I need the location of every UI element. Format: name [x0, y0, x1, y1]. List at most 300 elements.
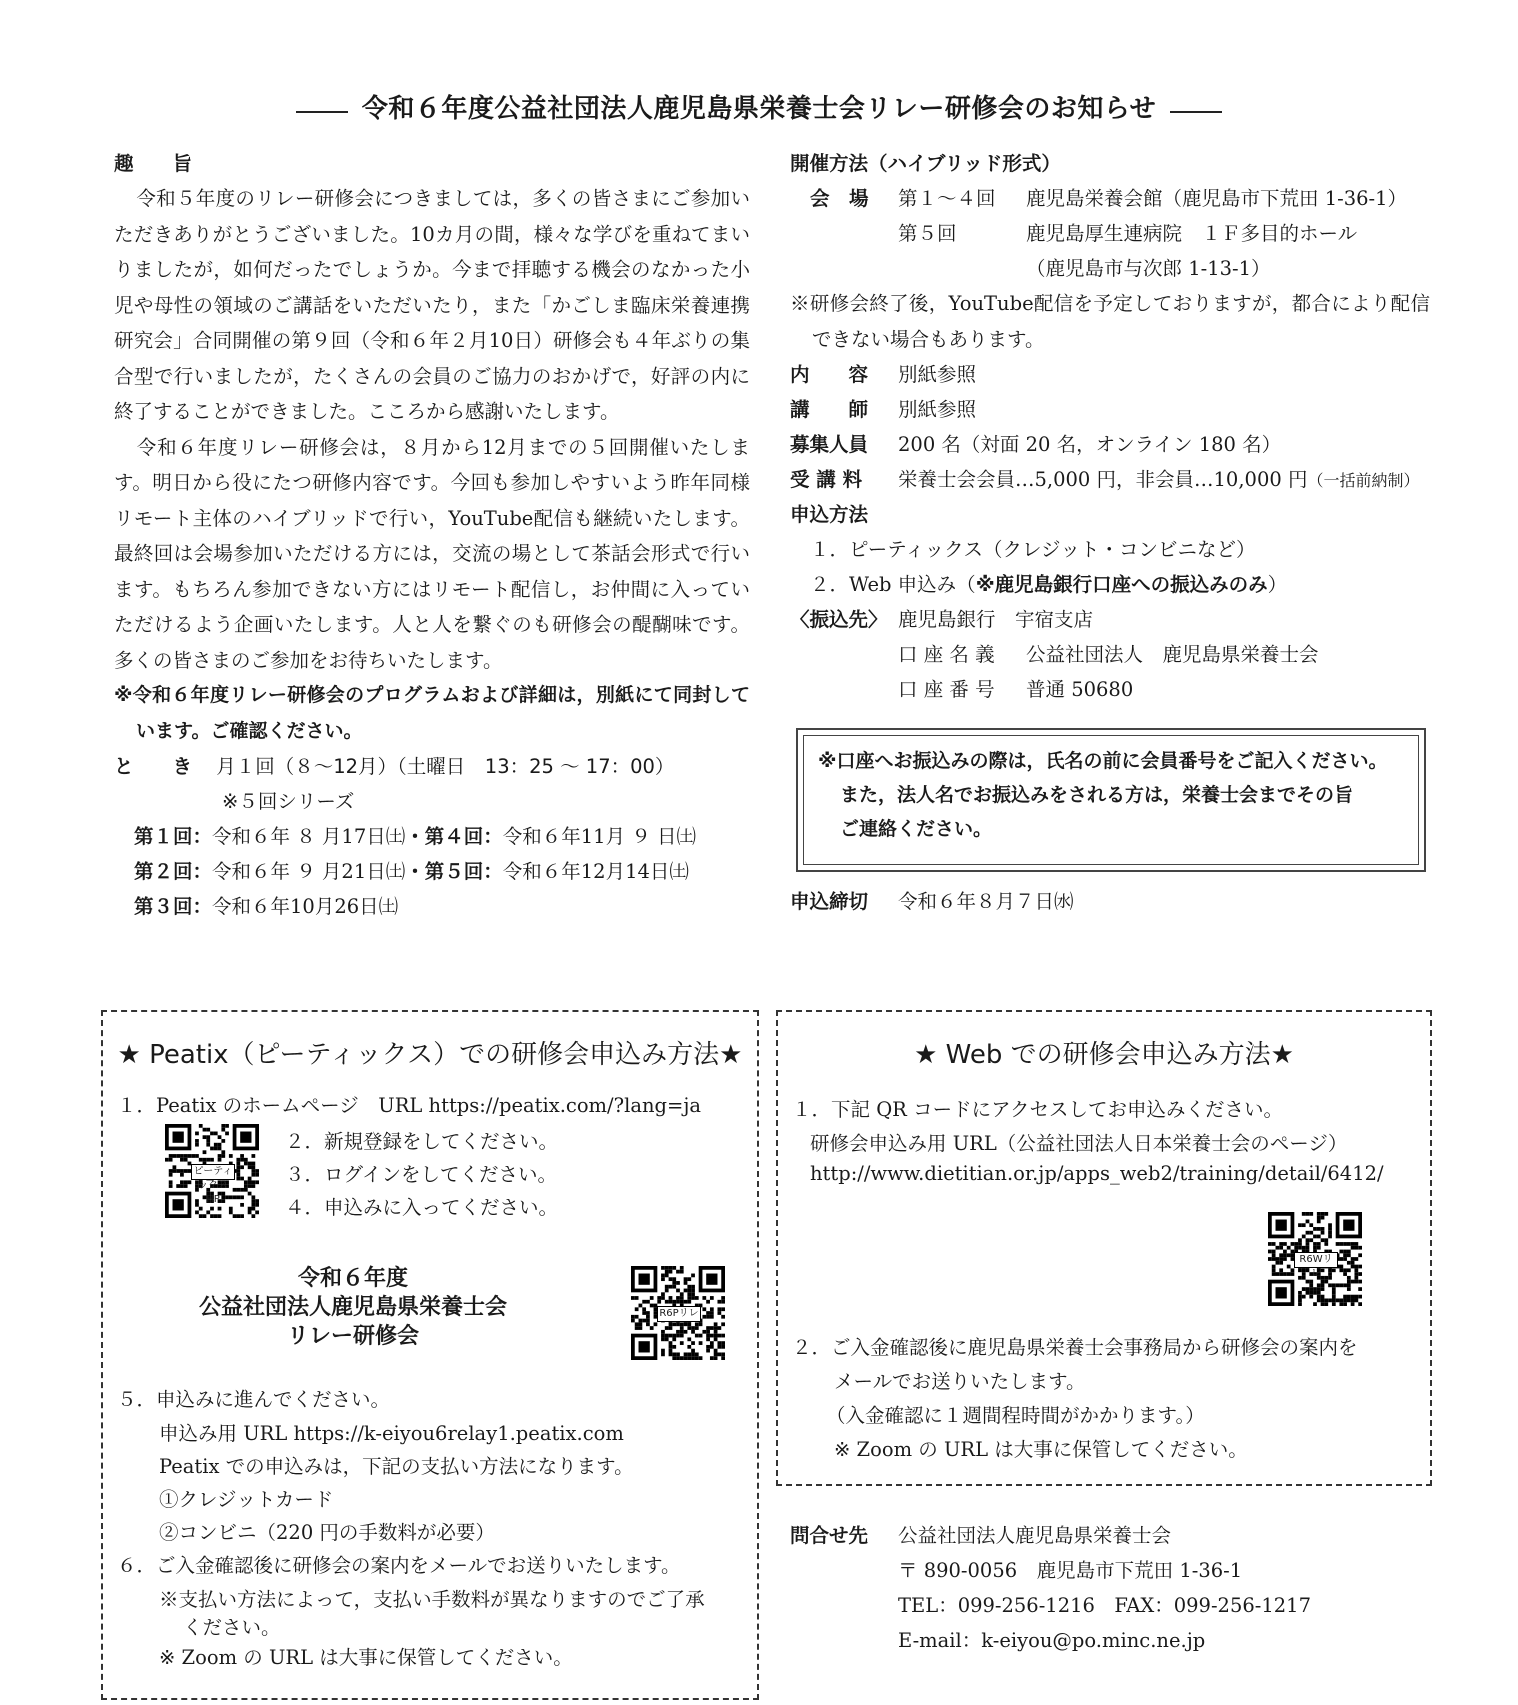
- qr-module: [1302, 1276, 1306, 1280]
- qr-module: [676, 1281, 680, 1285]
- qr-module: [1339, 1298, 1343, 1302]
- qr-module: [642, 1307, 646, 1311]
- qr-module: [676, 1334, 680, 1338]
- qr-module: [1354, 1272, 1358, 1276]
- apply-option-2-bold: ※鹿児島銀行口座への振込みのみ: [975, 573, 1268, 596]
- qr-module: [206, 1135, 210, 1139]
- transfer-notice: [803, 735, 1419, 865]
- qr-module: [1339, 1257, 1343, 1261]
- qr-module: [1358, 1272, 1362, 1276]
- qr-module: [173, 1169, 177, 1173]
- deadline-row: [790, 884, 1074, 919]
- qr-module: [1279, 1253, 1283, 1257]
- qr-module: [1354, 1280, 1358, 1284]
- qr-module: [180, 1184, 184, 1188]
- qr-module: [255, 1173, 259, 1177]
- qr-module: [706, 1315, 710, 1319]
- qr-module: [1351, 1298, 1355, 1302]
- qr-module: [233, 1188, 237, 1192]
- qr-module: [691, 1330, 695, 1334]
- contact-email[interactable]: E-mail：k-eiyou@po.minc.ne.jp: [898, 1629, 1206, 1652]
- qr-module: [1276, 1246, 1280, 1250]
- qr-module: [236, 1158, 240, 1162]
- qr-finder-inner: [639, 1274, 650, 1285]
- qr-module: [687, 1292, 691, 1296]
- qr-module: [706, 1326, 710, 1330]
- qr-module: [1283, 1272, 1287, 1276]
- qr-module: [1306, 1220, 1310, 1224]
- qr-label: ピーティックスHP: [191, 1164, 235, 1180]
- qr-module: [1336, 1298, 1340, 1302]
- peatix-step-3: ３．ログインをしてください。: [285, 1163, 558, 1186]
- schedule-item-date: 令和６年 ９ 月21日㈯: [212, 860, 406, 883]
- qr-module: [203, 1158, 207, 1162]
- qr-module: [672, 1277, 676, 1281]
- qr-module: [1324, 1276, 1328, 1280]
- qr-module: [1343, 1250, 1347, 1254]
- lecturer-row: [790, 392, 1430, 427]
- qr-finder-inner: [1276, 1287, 1287, 1298]
- qr-module: [251, 1195, 255, 1199]
- qr-module: [1328, 1268, 1332, 1272]
- qr-module: [195, 1132, 199, 1136]
- contact-label: 問合せ先: [790, 1524, 869, 1547]
- qr-module: [1328, 1298, 1332, 1302]
- venue-place-2: 鹿児島厚生連病院 １Ｆ多目的ホール: [1026, 222, 1358, 245]
- series-note: ※５回シリーズ: [222, 790, 355, 813]
- qr-module: [214, 1147, 218, 1151]
- web-step-2: ２．ご入金確認後に鹿児島県栄養士会事務局から研修会の案内を: [792, 1336, 1358, 1359]
- qr-module: [210, 1158, 214, 1162]
- qr-module: [248, 1192, 252, 1196]
- peatix-step-5: ５．申込みに進んでください。: [117, 1388, 391, 1411]
- qr-module: [251, 1180, 255, 1184]
- venue-place-1: 鹿児島栄養会館（鹿児島市下荒田 1-36-1）: [1026, 187, 1408, 210]
- qr-module: [1313, 1291, 1317, 1295]
- qr-module: [669, 1341, 673, 1345]
- qr-module: [672, 1345, 676, 1349]
- peatix-event-name: [173, 1264, 533, 1351]
- qr-module: [218, 1214, 222, 1218]
- qr-module: [236, 1173, 240, 1177]
- qr-module: [240, 1188, 244, 1192]
- qr-module: [710, 1345, 714, 1349]
- qr-module: [1328, 1283, 1332, 1287]
- qr-module: [240, 1177, 244, 1181]
- schedule-item-date: 令和６年 ８ 月17日㈯: [212, 825, 406, 848]
- qr-module: [661, 1277, 665, 1281]
- qr-module: [1306, 1242, 1310, 1246]
- qr-module: [1354, 1276, 1358, 1280]
- qr-module: [1302, 1246, 1306, 1250]
- qr-module: [240, 1195, 244, 1199]
- qr-module: [684, 1322, 688, 1326]
- fee-label: 受 講 料: [790, 468, 863, 491]
- qr-module: [684, 1356, 688, 1360]
- qr-module: [1354, 1298, 1358, 1302]
- qr-module: [1317, 1235, 1321, 1239]
- qr-module: [699, 1322, 703, 1326]
- web-step-2-line-3: （入金確認に１週間程時間がかかります。）: [826, 1404, 1205, 1427]
- qr-module: [1354, 1268, 1358, 1272]
- qr-module: [657, 1296, 661, 1300]
- qr-module: [176, 1154, 180, 1158]
- qr-module: [1317, 1246, 1321, 1250]
- schedule-item-label: 第１回：: [134, 825, 213, 848]
- qr-finder-inner: [173, 1132, 184, 1143]
- qr-module: [210, 1207, 214, 1211]
- schedule-item-label: 第５回：: [424, 860, 503, 883]
- qr-module: [1279, 1268, 1283, 1272]
- qr-module: [229, 1207, 233, 1211]
- qr-module: [706, 1334, 710, 1338]
- schedule-value: 月１回（８～12月）（土曜日 13：25 ～ 17：00）: [216, 755, 675, 778]
- qr-module: [1306, 1238, 1310, 1242]
- qr-module: [1332, 1302, 1336, 1306]
- contact-address: 〒 890-0056 鹿児島市下荒田 1-36-1: [898, 1559, 1243, 1582]
- qr-module: [669, 1352, 673, 1356]
- notice-line-1: ※口座へお振込みの際は，氏名の前に会員番号をご記入ください。: [818, 750, 1388, 772]
- qr-module: [706, 1311, 710, 1315]
- qr-module: [195, 1210, 199, 1214]
- qr-module: [251, 1184, 255, 1188]
- qr-module: [184, 1169, 188, 1173]
- qr-module: [180, 1169, 184, 1173]
- program-note: ※令和６年度リレー研修会のプログラムおよび詳細は，別紙にて同封しています。ご確認ください。: [114, 684, 750, 742]
- qr-module: [255, 1203, 259, 1207]
- qr-module: [221, 1195, 225, 1199]
- peatix-step-4: ４．申込みに入ってください。: [285, 1196, 559, 1219]
- qr-module: [1283, 1242, 1287, 1246]
- qr-module: [1268, 1257, 1272, 1261]
- qr-module: [691, 1274, 695, 1278]
- venue-round-1: 第１～４回: [898, 187, 996, 210]
- qr-module: [714, 1330, 718, 1334]
- qr-module: [1279, 1242, 1283, 1246]
- peatix-qr-code[interactable]: [165, 1124, 259, 1218]
- qr-module: [1313, 1227, 1317, 1231]
- qr-module: [1358, 1302, 1362, 1306]
- qr-module: [661, 1274, 665, 1278]
- schedule-item-label: 第２回：: [134, 860, 213, 883]
- qr-module: [244, 1184, 248, 1188]
- qr-module: [661, 1330, 665, 1334]
- qr-module: [717, 1352, 721, 1356]
- content-row: [790, 357, 1430, 392]
- qr-module: [184, 1184, 188, 1188]
- qr-module: [1332, 1295, 1336, 1299]
- qr-module: [1351, 1257, 1355, 1261]
- qr-module: [255, 1169, 259, 1173]
- contact-block: [790, 1518, 1311, 1658]
- qr-module: [1321, 1276, 1325, 1280]
- schedule-item-date: 令和６年11月 ９ 日㈯: [502, 825, 696, 848]
- qr-module: [1321, 1212, 1325, 1216]
- qr-module: [1317, 1220, 1321, 1224]
- qr-finder-inner: [240, 1132, 251, 1143]
- qr-module: [240, 1158, 244, 1162]
- qr-module: [717, 1300, 721, 1304]
- qr-module: [672, 1281, 676, 1285]
- qr-module: [1309, 1212, 1313, 1216]
- qr-module: [721, 1356, 725, 1360]
- deadline-value: 令和６年８月７日㈬: [898, 890, 1074, 913]
- qr-module: [251, 1162, 255, 1166]
- qr-module: [699, 1334, 703, 1338]
- venue-label: 会 場: [810, 187, 869, 210]
- qr-module: [710, 1341, 714, 1345]
- qr-module: [1317, 1291, 1321, 1295]
- qr-module: [169, 1154, 173, 1158]
- qr-module: [706, 1349, 710, 1353]
- peatix-step-5-url: 申込み用 URL https://k-eiyou6relay1.peatix.com: [159, 1422, 624, 1445]
- qr-module: [680, 1334, 684, 1338]
- peatix-step-2: ２．新規登録をしてください。: [285, 1130, 559, 1153]
- content-label: 内 容: [790, 363, 869, 386]
- qr-module: [1317, 1298, 1321, 1302]
- qr-module: [669, 1322, 673, 1326]
- method-label: 開催方法（ハイブリッド形式）: [790, 152, 1061, 175]
- qr-module: [702, 1315, 706, 1319]
- qr-module: [1272, 1268, 1276, 1272]
- qr-module: [714, 1349, 718, 1353]
- qr-module: [695, 1352, 699, 1356]
- qr-module: [710, 1356, 714, 1360]
- qr-module: [218, 1147, 222, 1151]
- apply-option-2-post: ）: [1267, 573, 1288, 596]
- qr-module: [635, 1307, 639, 1311]
- qr-finder-inner: [639, 1341, 650, 1352]
- qr-module: [635, 1296, 639, 1300]
- qr-module: [661, 1349, 665, 1353]
- qr-module: [251, 1165, 255, 1169]
- qr-module: [173, 1154, 177, 1158]
- qr-module: [221, 1128, 225, 1132]
- qr-module: [721, 1352, 725, 1356]
- qr-module: [1321, 1216, 1325, 1220]
- qr-module: [1283, 1253, 1287, 1257]
- qr-module: [1347, 1295, 1351, 1299]
- qr-module: [687, 1337, 691, 1341]
- qr-module: [1321, 1280, 1325, 1284]
- qr-module: [631, 1296, 635, 1300]
- purpose-paragraph-2-text: 令和６年度リレー研修会は，８月から12月までの５回開催いたします。明日から役にたつ研修内容です。今回も参加しやすいよう昨年同様リモート主体のハイブリッドで行い，YouTube配信も継続いたします。最終回は会場参加いただける方には，交流の場として茶話会形式で行います。もちろん参加できない方にはリモート配信し，お仲間に入っていただけるよう企画いたします。人と人を繋ぐのも研修会の醍醐味です。多くの皆さまのご参加をお待ちいたします。: [114, 435, 750, 672]
- schedule-item-2: [114, 854, 750, 889]
- qr-module: [691, 1326, 695, 1330]
- page-title: 令和６年度公益社団法人鹿児島県栄養士会リレー研修会のお知らせ: [361, 94, 1157, 124]
- qr-module: [691, 1356, 695, 1360]
- qr-module: [255, 1210, 259, 1214]
- account-name-row: [790, 637, 1430, 672]
- qr-module: [1317, 1227, 1321, 1231]
- qr-module: [1302, 1212, 1306, 1216]
- peatix-step-6: ６．ご入金確認後に研修会の案内をメールでお送りいたします。: [117, 1554, 681, 1577]
- qr-module: [1313, 1302, 1317, 1306]
- qr-module: [721, 1322, 725, 1326]
- qr-module: [1313, 1242, 1317, 1246]
- qr-module: [1298, 1291, 1302, 1295]
- qr-module: [176, 1184, 180, 1188]
- qr-module: [672, 1266, 676, 1270]
- qr-module: [680, 1266, 684, 1270]
- qr-module: [1347, 1280, 1351, 1284]
- schedule-item-date: 令和６年12月14日㈯: [502, 860, 689, 883]
- qr-module: [684, 1330, 688, 1334]
- qr-module: [169, 1169, 173, 1173]
- qr-module: [1309, 1231, 1313, 1235]
- qr-module: [1302, 1235, 1306, 1239]
- qr-module: [1276, 1257, 1280, 1261]
- qr-module: [676, 1330, 680, 1334]
- qr-module: [687, 1326, 691, 1330]
- qr-module: [1298, 1246, 1302, 1250]
- web-qr-code[interactable]: [1268, 1212, 1362, 1306]
- peatix-box: [101, 1010, 759, 1700]
- qr-module: [714, 1356, 718, 1360]
- qr-module: [684, 1277, 688, 1281]
- qr-module: [195, 1203, 199, 1207]
- qr-module: [695, 1322, 699, 1326]
- qr-module: [665, 1270, 669, 1274]
- qr-module: [1298, 1298, 1302, 1302]
- qr-module: [229, 1154, 233, 1158]
- qr-module: [684, 1281, 688, 1285]
- qr-module: [635, 1322, 639, 1326]
- qr-module: [229, 1210, 233, 1214]
- qr-module: [240, 1154, 244, 1158]
- qr-module: [1306, 1287, 1310, 1291]
- qr-module: [169, 1158, 173, 1162]
- qr-finder-inner: [1343, 1220, 1354, 1231]
- qr-module: [706, 1345, 710, 1349]
- qr-module: [173, 1165, 177, 1169]
- qr-module: [1347, 1276, 1351, 1280]
- qr-module: [661, 1292, 665, 1296]
- qr-module: [1347, 1242, 1351, 1246]
- qr-module: [180, 1180, 184, 1184]
- qr-module: [218, 1143, 222, 1147]
- qr-label: R6Wリレ: [1294, 1252, 1338, 1268]
- purpose-paragraph-2: [114, 430, 750, 679]
- qr-module: [1347, 1298, 1351, 1302]
- qr-module: [236, 1169, 240, 1173]
- schedule-item-date: 令和６年10月26日㈯: [212, 895, 399, 918]
- schedule-label: と き: [114, 755, 193, 778]
- qr-module: [1324, 1280, 1328, 1284]
- qr-module: [680, 1356, 684, 1360]
- qr-module: [691, 1296, 695, 1300]
- qr-module: [1298, 1276, 1302, 1280]
- peatix-zoom-note: ※ Zoom の URL は大事に保管してください。: [159, 1646, 573, 1669]
- qr-module: [665, 1337, 669, 1341]
- qr-module: [650, 1296, 654, 1300]
- qr-module: [687, 1345, 691, 1349]
- qr-module: [244, 1162, 248, 1166]
- fee-row: [790, 462, 1430, 497]
- qr-module: [1272, 1242, 1276, 1246]
- qr-module: [665, 1266, 669, 1270]
- qr-module: [1272, 1272, 1276, 1276]
- qr-module: [1283, 1257, 1287, 1261]
- qr-module: [244, 1158, 248, 1162]
- qr-module: [691, 1352, 695, 1356]
- qr-module: [236, 1165, 240, 1169]
- qr-module: [1354, 1246, 1358, 1250]
- qr-module: [248, 1184, 252, 1188]
- account-number-label: 口 座 番 号: [898, 678, 995, 701]
- qr-module: [676, 1289, 680, 1293]
- qr-module: [710, 1296, 714, 1300]
- qr-module: [1339, 1283, 1343, 1287]
- transfer-notice-box: [796, 728, 1426, 872]
- qr-module: [684, 1352, 688, 1356]
- qr-module: [1332, 1283, 1336, 1287]
- qr-module: [714, 1337, 718, 1341]
- fee-value: 栄養士会会員…5,000 円，非会員…10,000 円: [898, 468, 1308, 491]
- qr-module: [665, 1326, 669, 1330]
- qr-module: [661, 1266, 665, 1270]
- qr-module: [1328, 1227, 1332, 1231]
- qr-module: [1298, 1268, 1302, 1272]
- qr-module: [251, 1173, 255, 1177]
- qr-module: [714, 1326, 718, 1330]
- qr-module: [706, 1337, 710, 1341]
- qr-module: [687, 1356, 691, 1360]
- qr-module: [240, 1214, 244, 1218]
- lecturer-label: 講 師: [790, 398, 869, 421]
- qr-module: [680, 1296, 684, 1300]
- qr-module: [244, 1180, 248, 1184]
- qr-module: [1343, 1272, 1347, 1276]
- qr-module: [191, 1154, 195, 1158]
- qr-module: [1328, 1231, 1332, 1235]
- qr-module: [165, 1158, 169, 1162]
- qr-module: [218, 1135, 222, 1139]
- contact-org-row: [790, 1518, 1311, 1553]
- qr-module: [687, 1277, 691, 1281]
- qr-module: [195, 1139, 199, 1143]
- qr-module: [702, 1296, 706, 1300]
- qr-module: [680, 1292, 684, 1296]
- qr-module: [676, 1352, 680, 1356]
- qr-module: [710, 1315, 714, 1319]
- qr-module: [687, 1296, 691, 1300]
- qr-module: [1332, 1287, 1336, 1291]
- qr-module: [684, 1289, 688, 1293]
- peatix-event-qr-code[interactable]: [631, 1266, 725, 1360]
- qr-module: [1339, 1268, 1343, 1272]
- qr-module: [233, 1195, 237, 1199]
- lecturer-value: 別紙参照: [898, 398, 977, 421]
- qr-module: [1347, 1268, 1351, 1272]
- qr-module: [206, 1143, 210, 1147]
- contact-phone-fax: TEL：099-256-1216 FAX：099-256-1217: [898, 1594, 1311, 1617]
- qr-module: [1321, 1268, 1325, 1272]
- title-rule-right: [1170, 111, 1222, 113]
- qr-module: [661, 1352, 665, 1356]
- qr-module: [699, 1341, 703, 1345]
- peatix-fee-note-1: ※支払い方法によって，支払い手数料が異なりますのでご了承: [159, 1588, 705, 1611]
- purpose-paragraph-1: [114, 181, 750, 430]
- qr-module: [1343, 1302, 1347, 1306]
- notice-line-3: ご連絡ください。: [840, 818, 993, 840]
- qr-module: [1309, 1223, 1313, 1227]
- qr-module: [176, 1169, 180, 1173]
- qr-module: [1268, 1242, 1272, 1246]
- qr-module: [691, 1341, 695, 1345]
- title-rule-left: [296, 111, 348, 113]
- qr-module: [236, 1195, 240, 1199]
